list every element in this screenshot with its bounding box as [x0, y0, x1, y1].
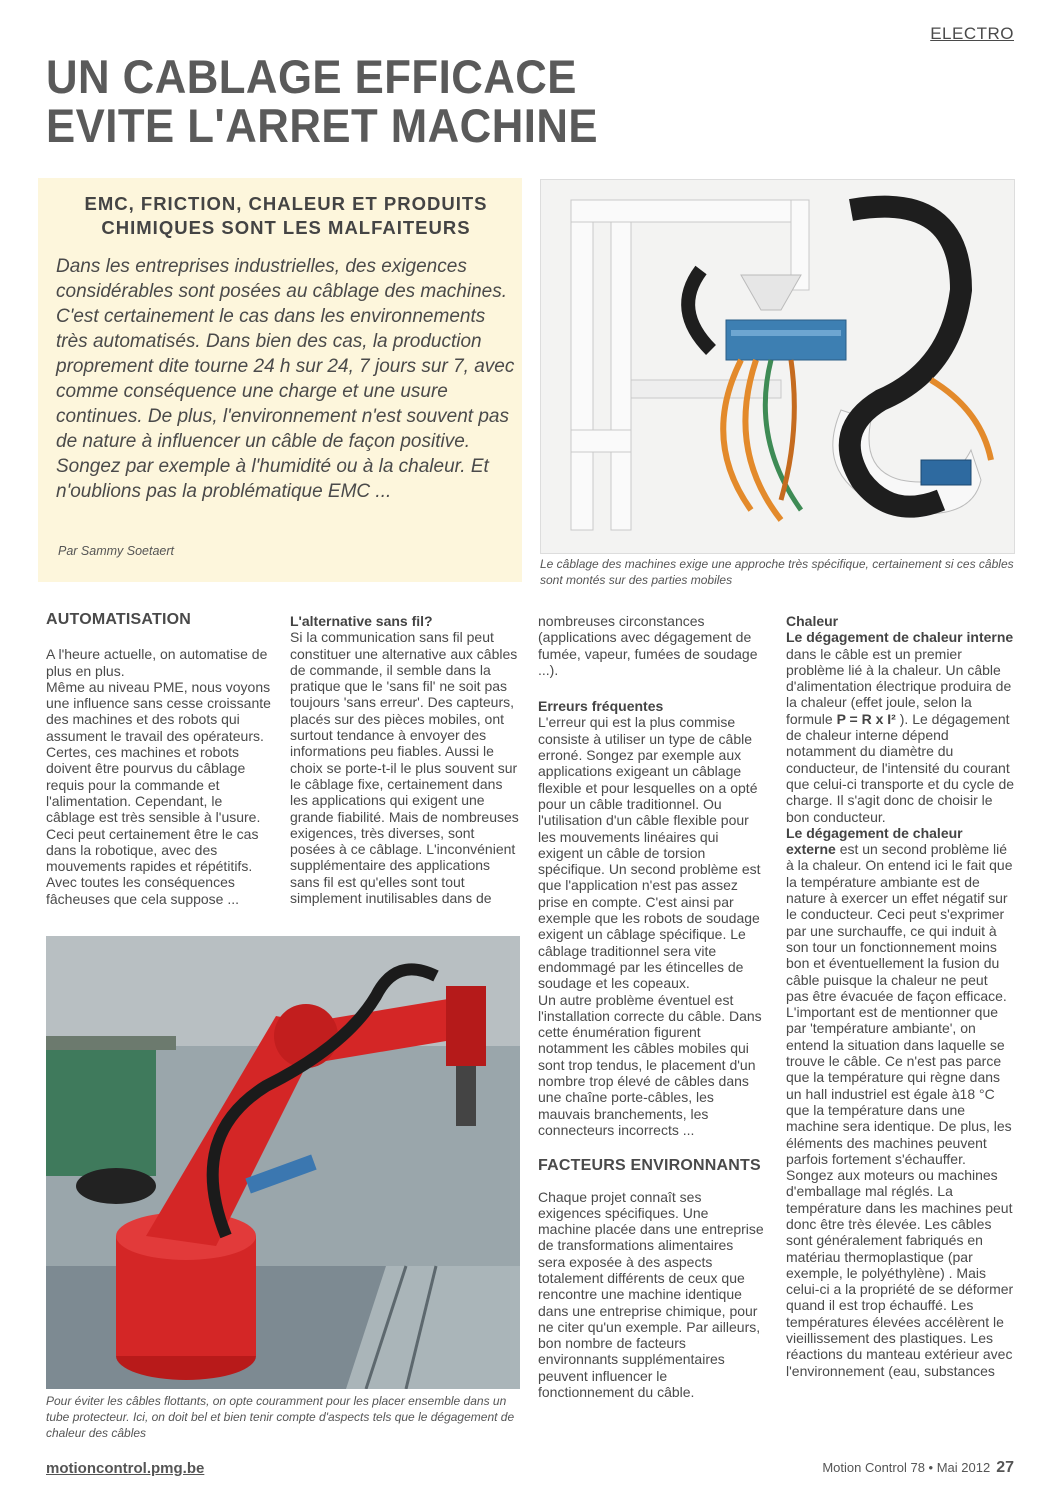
bold-term: Le dégagement de chaleur interne — [786, 629, 1014, 646]
photo-caption-top: Le câblage des machines exige une approche très spécifique, certainement si ces câbles sont montés sur des parties mobiles — [540, 557, 1014, 587]
paragraph: Chaque projet connaît ses exigences spécifiques. Une machine placée dans une entreprise de transformations alimentaires sera exposée à des aspects totalement différents de ceux que rencontre une machine identique dans une entreprise chimique, pour ne citer qu'un exemple. Par ailleurs, bon nombre de facteurs environnants supplémentaires peuvent influencer le fonctionnement du câble. — [538, 1188, 764, 1401]
column-4 — [786, 613, 1014, 1379]
photo-caption-bottom: Pour éviter les câbles flottants, on opte couramment pour les placer ensemble dans un tube protecteur. Ici, on doit bel et bien tenir compte d'aspects tels que le dégagement de chaleur des câbles — [46, 1394, 515, 1440]
byline: Par Sammy Soetaert — [58, 544, 175, 558]
paragraph: Le dégagement de chaleur externe est un second problème lié à la chaleur. On entend ici le fait que la température ambiante est de nature à exercer un effet négatif sur le conducteur. Ceci peut s'exprimer par une surchauffe, ce qui induit à son tour un fonctionnement moins bon et éventuellement la fusion du câble puisque la chaleur ne peut pas être évacuée de façon efficace. L'important est de mentionner que par 'température ambiante', on entend la situation dans laquelle se trouve le câble. Ce n'est pas parce que la température qui règne dans un hall industriel est égale à18 °C que la température dans une machine sera identique. De plus, les éléments des machines peuvent parfois fortement s'échauffer. Songez aux moteurs ou machines d'emballage mal réglés. La température dans les machines peut donc être très élevée. Les câbles sont généralement fabriqués en matériau thermoplastique (par exemple, le polyéthylène) . Mais celui-ci a la propriété de se déformer quand il est trop échauffé. Les températures élevées accélèrent le vieillissement des plastiques. Les réactions du manteau extérieur avec l'environnement (eau, substances — [786, 824, 1014, 1379]
paragraph: Le dégagement de chaleur interne dans le câble est un premier problème lié à la chaleur. Un câble d'alimentation électrique produira de la chaleur (effet joule, selon la formule P = R x I² ). Le dégagement de chaleur interne dépend notamment du diamètre du conducteur, de l'intensité du courant que celui-ci transporte et du cycle de charge. Il s'agit donc de choisir le bon conducteur. — [786, 629, 1015, 825]
column-1 — [46, 612, 272, 907]
page-number: 27 — [996, 1459, 1014, 1476]
formula: P = R x I² — [836, 710, 896, 727]
column-2 — [290, 613, 522, 906]
heading-facteurs: FACTEURS ENVIRONNANTS — [538, 1157, 761, 1175]
photo-cable-carrier-frame — [540, 179, 1015, 554]
subheading-erreurs: Erreurs fréquentes — [538, 698, 664, 715]
paragraph: nombreuses circonstances (applications avec dégagement de fumée, vapeur, fumées de soudage ...). — [538, 613, 758, 678]
subheading-chaleur: Chaleur — [786, 613, 839, 629]
article-subtitle: EMC, FRICTION, CHALEUR ET PRODUITS CHIMIQUES SONT LES MALFAITEURS — [84, 193, 488, 238]
heading-automatisation: AUTOMATISATION — [46, 611, 192, 628]
photo-red-robot — [46, 936, 520, 1389]
paragraph: A l'heure actuelle, on automatise de plus en plus. — [46, 646, 268, 679]
subheading-sans-fil: L'alternative sans fil? — [290, 613, 433, 629]
footer-url[interactable]: motioncontrol.pmg.be — [46, 1460, 205, 1477]
section-tag: ELECTRO — [930, 24, 1014, 43]
article-lead: Dans les entreprises industrielles, des exigences considérables sont posées au câblage des machines. C'est certainement le cas dans les environnements très automatisés. Dans bien des cas, la production proprement dite tourne 24 h sur 24, 7 jours sur 7, avec comme conséquence une charge et une usure continues. De plus, l'environnement n'est souvent pas de nature à influencer un câble de façon positive. Songez par exemple à l'humidité ou à la chaleur. Et n'oublions pas la problématique EMC ... — [56, 256, 515, 502]
robot-illustration — [46, 936, 520, 1389]
paragraph: L'erreur qui est la plus commise consiste à utiliser un type de câble erroné. Songez par exemple aux applications exigeant un câblage flexible et pour lesquelles on a opté pour un câble traditionnel. Ou l'utilisation d'un câble flexible pour les mouvements linéaires qui exigent un câble de torsion spécifique. Un second problème est que l'application n'est pas assez prise en compte. C'est ainsi par exemple que les robots de soudage exigent un câblage spécifique. Le câblage traditionnel sera vite endommagé par les étincelles de soudage et les copeaux. — [538, 714, 761, 992]
paragraph: Un autre problème éventuel est l'installation correcte du câble. Dans cette énumération figurent notamment les câbles mobiles qui sont trop tendus, le placement d'un nombre trop élevé de câbles dans une chaîne porte-câbles, les mauvais branchements, les connecteurs incorrects ... — [538, 991, 762, 1138]
article-title: UN CABLAGE EFFICACE EVITE L'ARRET MACHINE — [46, 50, 598, 152]
column-3 — [538, 613, 764, 1400]
paragraph: Même au niveau PME, nous voyons une influence sans cesse croissante des machines et des robots qui assument le travail des opérateurs. Certes, ces machines et robots doivent être pourvus du câblage requis pour la commande et l'alimentation. Cependant, le câblage est très sensible à l'usure. Ceci peut certainement être le cas dans la robotique, avec des mouvements rapides et répétitifs. Avec toutes les conséquences fâcheuses que cela suppose ... — [46, 678, 271, 907]
cable-frame-illustration — [541, 180, 1014, 553]
bold-term: Le dégagement de chaleur externe — [786, 824, 963, 858]
paragraph: Si la communication sans fil peut constituer une alternative aux câbles de commande, il semble dans la pratique que le 'sans fil' ne soit pas toujours 'sans erreur'. Des capteurs, placés sur des pièces mobiles, ont surtout tendance à envoyer des informations peu fiables. Aussi le choix se porte-t-il le plus souvent sur le câblage fixe, certainement dans les applications qui exigent une grande fiabilité. Mais de nombreuses exigences, très diverses, sont posées à ce câblage. L'inconvénient supplémentaire des applications sans fil est qu'elles sont tout simplement inutilisables dans de — [290, 629, 519, 907]
footer-issue: Motion Control 78 • Mai 2012 27 — [822, 1459, 1014, 1476]
